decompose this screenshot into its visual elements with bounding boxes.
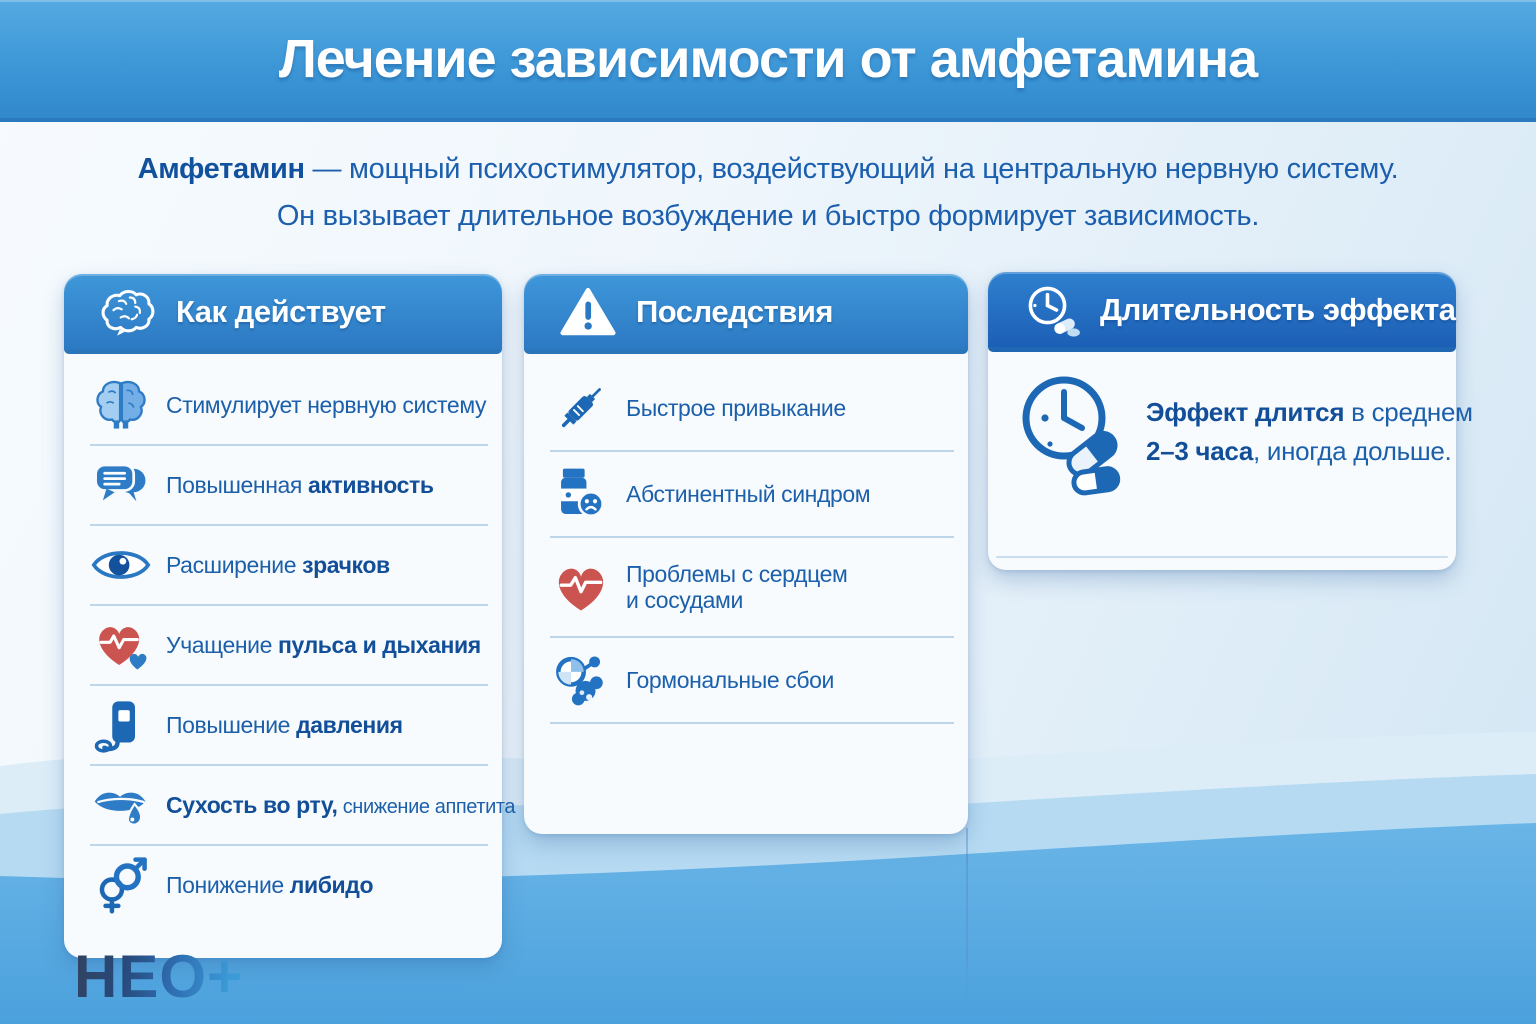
syringe-icon [550,377,612,439]
card-consequences-header [524,274,968,354]
card-fold-line [996,556,1448,558]
warning-triangle-icon [558,284,618,340]
list-item: Повышение давления [90,686,488,766]
list-item: Проблемы с сердцем и сосудами [550,538,954,638]
card-effect-duration [988,272,1473,570]
effects-list [64,354,516,924]
heart-pulse-icon [90,614,152,676]
card-effect-duration-header [988,272,1456,352]
lips-droplet-icon [90,774,152,836]
list-item: Учащение пульса и дыхания [90,606,488,686]
pill-bottle-sad-icon [550,463,612,525]
molecule-icon [550,649,612,711]
list-item: Абстинентный синдром [550,452,954,538]
card-edge-artifact [966,828,968,1010]
card-how-it-works-header [64,274,502,354]
duration-line-2: 2–3 часа, иногда дольше. [1146,436,1452,466]
clock-capsules-icon [1014,366,1132,498]
effect-duration-body [988,352,1473,508]
list-item: Понижение либидо [90,846,488,924]
list-item: Сухость во рту, снижение аппетита [90,766,488,846]
duration-line-1: Эффект длится в среднем [1146,397,1473,427]
effect-duration-text [1146,393,1473,471]
neo-plus-logo: НЕО+ [74,943,244,1010]
list-item: Быстрое привыкание [550,366,954,452]
intro-text [0,146,1536,240]
consequences-list [524,354,968,724]
list-item: Расширение зрачков [90,526,488,606]
card-consequences [524,274,968,834]
eye-icon [90,534,152,596]
chat-bubbles-icon [90,454,152,516]
page-title: Лечение зависимости от амфетамина [278,29,1258,89]
list-item: Стимулирует нервную систему [90,366,488,446]
card-how-it-works [64,274,516,958]
brain-icon [90,374,152,436]
gender-symbols-icon [90,854,152,916]
card-title: Длительность эффекта [1100,291,1456,327]
list-item: Гормональные сбои [550,638,954,724]
card-title: Как действует [176,293,386,329]
card-title: Последствия [636,293,833,329]
blood-pressure-icon [90,694,152,756]
brain-outline-icon [98,284,158,340]
intro-line-1: Амфетамин — мощный психостимулятор, воздействующий на центральную нервную систему. [137,153,1399,185]
intro-line-2: Он вызывает длительное возбуждение и быстро формирует зависимость. [276,200,1260,232]
clock-pills-icon [1022,282,1082,338]
title-band [0,0,1536,122]
list-item: Повышенная активность [90,446,488,526]
heart-pulse-icon [550,556,612,618]
